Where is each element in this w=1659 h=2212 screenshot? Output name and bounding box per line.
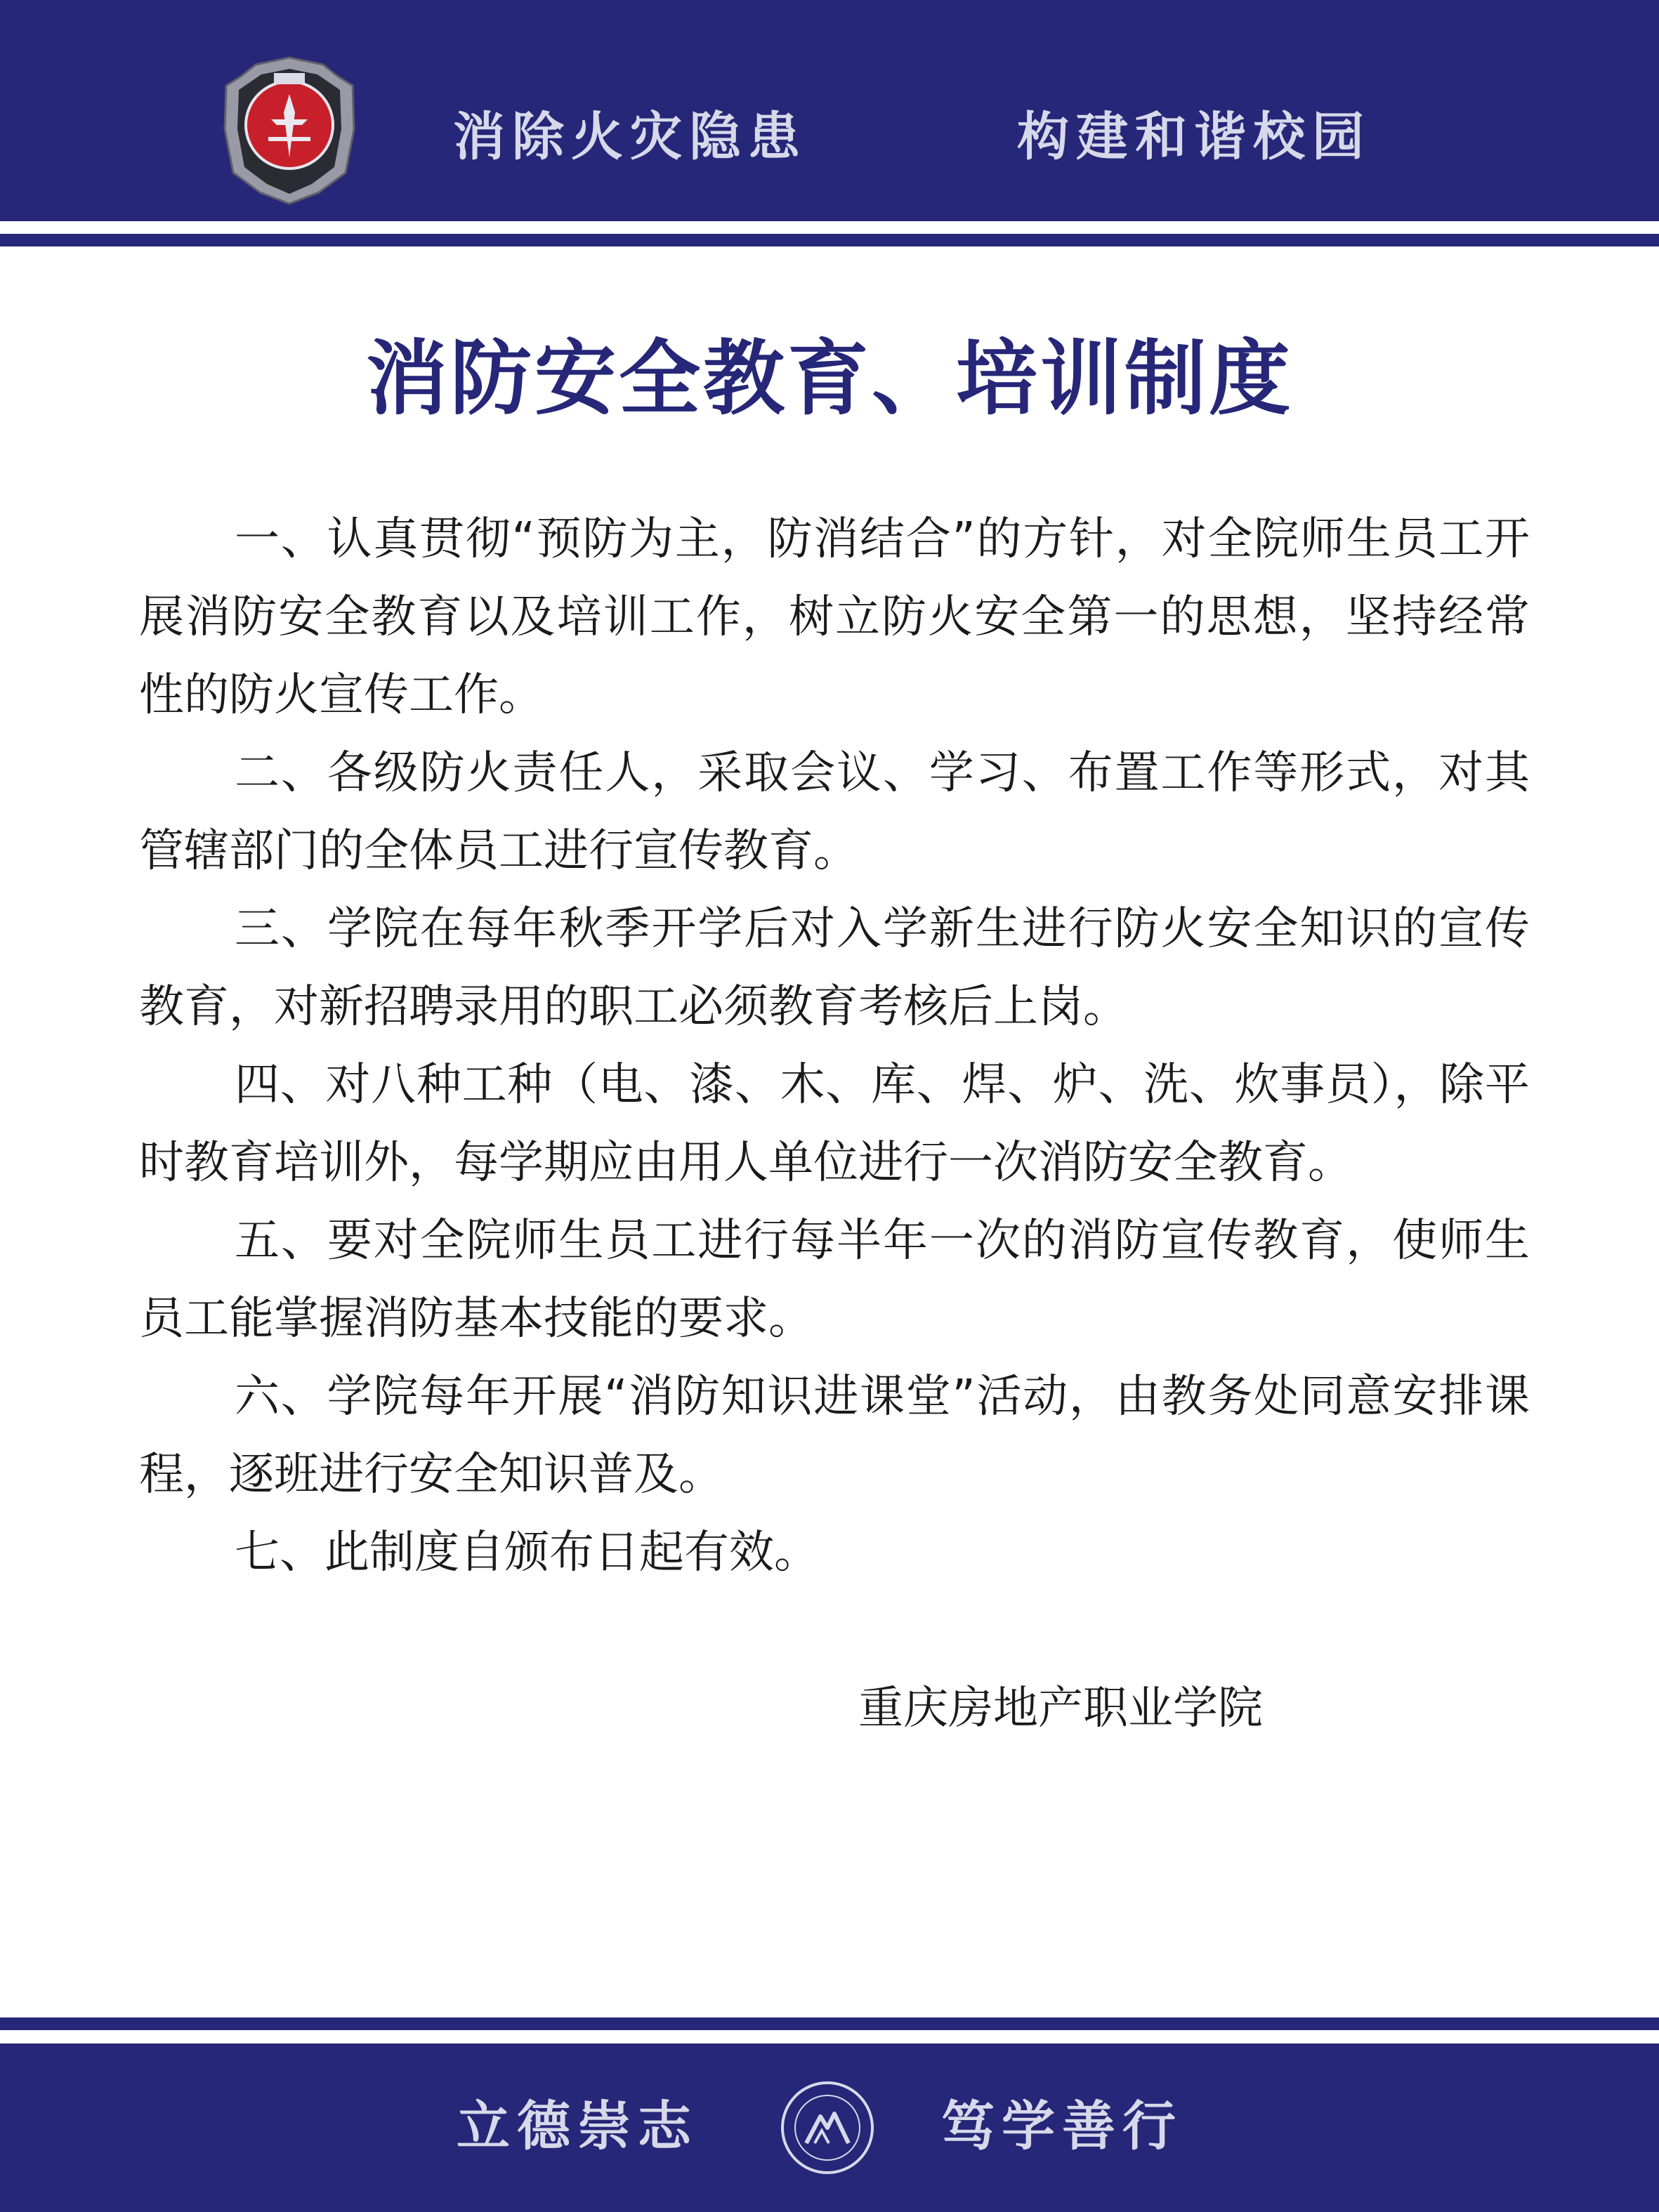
- regulation-body: [139, 501, 1530, 1592]
- fire-service-emblem-icon: [219, 55, 360, 206]
- regulation-item-6: 六、学院每年开展“消防知识进课堂”活动，由教务处同意安排课程，逐班进行安全知识普及。: [139, 1371, 1530, 1501]
- header-divider: [0, 234, 1659, 246]
- regulation-item-1: 一、认真贯彻“预防为主，防消结合”的方针，对全院师生员工开展消防安全教育以及培训工作，树立防火安全第一的思想，坚持经常性的防火宣传工作。: [139, 513, 1530, 721]
- regulation-item-4: 四、对八种工种（电、漆、木、库、焊、炉、洗、炊事员），除平时教育培训外，每学期应由用人单位进行一次消防安全教育。: [139, 1059, 1530, 1189]
- regulation-item-3: 三、学院在每年秋季开学后对入学新生进行防火安全知识的宣传教育，对新招聘录用的职工必须教育考核后上岗。: [139, 903, 1530, 1033]
- signature: 重庆房地产职业学院: [858, 1683, 1263, 1734]
- footer-divider: [0, 2017, 1659, 2030]
- header-slogan-left: 消除火灾隐患: [453, 107, 807, 167]
- footer-motto-left: 立德崇志: [457, 2095, 698, 2157]
- college-logo-icon: [778, 2079, 877, 2177]
- header-slogan-right: 构建和谐校园: [1017, 107, 1371, 167]
- regulation-item-2: 二、各级防火责任人，采取会议、学习、布置工作等形式，对其管辖部门的全体员工进行宣传教育。: [139, 747, 1530, 877]
- page-title: 消防安全教育、培训制度: [366, 331, 1293, 426]
- regulation-item-5: 五、要对全院师生员工进行每半年一次的消防宣传教育，使师生员工能掌握消防基本技能的要求。: [139, 1215, 1530, 1345]
- regulation-item-7: 七、此制度自颁布日起有效。: [235, 1527, 819, 1579]
- footer-motto-right: 笃学善行: [941, 2095, 1183, 2157]
